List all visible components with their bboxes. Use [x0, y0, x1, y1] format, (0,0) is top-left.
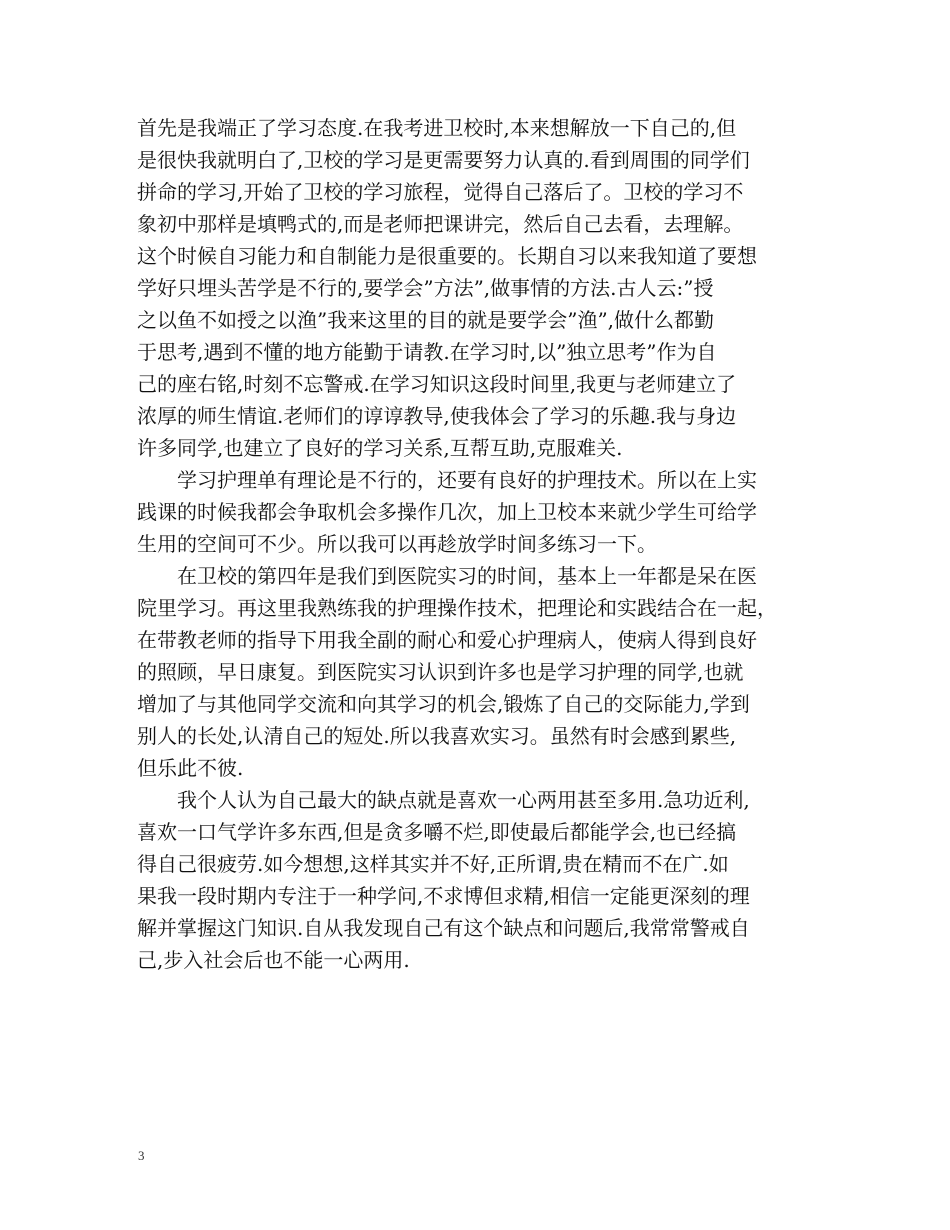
- text-line: 的照顾，早日康复。到医院实习认识到许多也是学习护理的同学,也就: [137, 660, 744, 684]
- text-line: 是很快我就明白了,卫校的学习是更需要努力认真的.看到周围的同学们: [137, 148, 750, 172]
- text-line: 许多同学,也建立了良好的学习关系,互帮互助,克服难关.: [137, 436, 623, 460]
- text-line: 解并掌握这门知识.自从我发现自己有这个缺点和问题后,我常常警戒自: [137, 916, 750, 940]
- text-line: 在带教老师的指导下用我全副的耐心和爱心护理病人，使病人得到良好: [137, 628, 757, 652]
- text-line: 己,步入社会后也不能一心两用.: [137, 948, 410, 972]
- body-text: [137, 112, 815, 976]
- text-line: 践课的时候我都会争取机会多操作几次，加上卫校本来就少学生可给学: [137, 500, 757, 524]
- text-line: 生用的空间可不少。所以我可以再趁放学时间多练习一下。: [137, 532, 657, 556]
- paragraph-start-line: 学习护理单有理论是不行的，还要有良好的护理技术。所以在上实: [177, 468, 757, 492]
- page-number: 3: [138, 1148, 145, 1163]
- text-line: 增加了与其他同学交流和向其学习的机会,锻炼了自己的交际能力,学到: [137, 692, 750, 716]
- text-line: 得自己很疲劳.如今想想,这样其实并不好,正所谓,贵在精而不在广.如: [137, 852, 729, 876]
- text-line: 首先是我端正了学习态度.在我考进卫校时,本来想解放一下自己的,但: [137, 116, 737, 140]
- text-line: 之以鱼不如授之以渔”我来这里的目的就是要学会”渔”,做什么都勤: [137, 308, 715, 332]
- text-line: 象初中那样是填鸭式的,而是老师把课讲完，然后自己去看，去理解。: [137, 212, 744, 236]
- text-line: 拼命的学习,开始了卫校的学习旅程，觉得自己落后了。卫校的学习不: [137, 180, 744, 204]
- text-line: 学好只埋头苦学是不行的,要学会”方法”,做事情的方法.古人云:”授: [137, 276, 714, 300]
- paragraph-start-line: 在卫校的第四年是我们到医院实习的时间，基本上一年都是呆在医: [177, 564, 757, 588]
- text-line: 浓厚的师生情谊.老师们的谆谆教导,使我体会了学习的乐趣.我与身边: [137, 404, 737, 428]
- text-line: 果我一段时期内专注于一种学问,不求博但求精,相信一定能更深刻的理: [137, 884, 750, 908]
- text-line: 别人的长处,认清自己的短处.所以我喜欢实习。虽然有时会感到累些,: [137, 724, 737, 748]
- text-line: 喜欢一口气学许多东西,但是贪多嚼不烂,即使最后都能学会,也已经搞: [137, 820, 737, 844]
- text-line: 己的座右铭,时刻不忘警戒.在学习知识这段时间里,我更与老师建立了: [137, 372, 737, 396]
- text-line: 但乐此不彼.: [137, 756, 244, 780]
- paragraph-start-line: 我个人认为自己最大的缺点就是喜欢一心两用甚至多用.急功近利,: [177, 788, 750, 812]
- text-line: 院里学习。再这里我熟练我的护理操作技术，把理论和实践结合在一起，: [137, 596, 777, 620]
- text-line: 这个时候自习能力和自制能力是很重要的。长期自习以来我知道了要想: [137, 244, 757, 268]
- text-line: 于思考,遇到不懂的地方能勤于请教.在学习时,以”独立思考”作为自: [137, 340, 717, 364]
